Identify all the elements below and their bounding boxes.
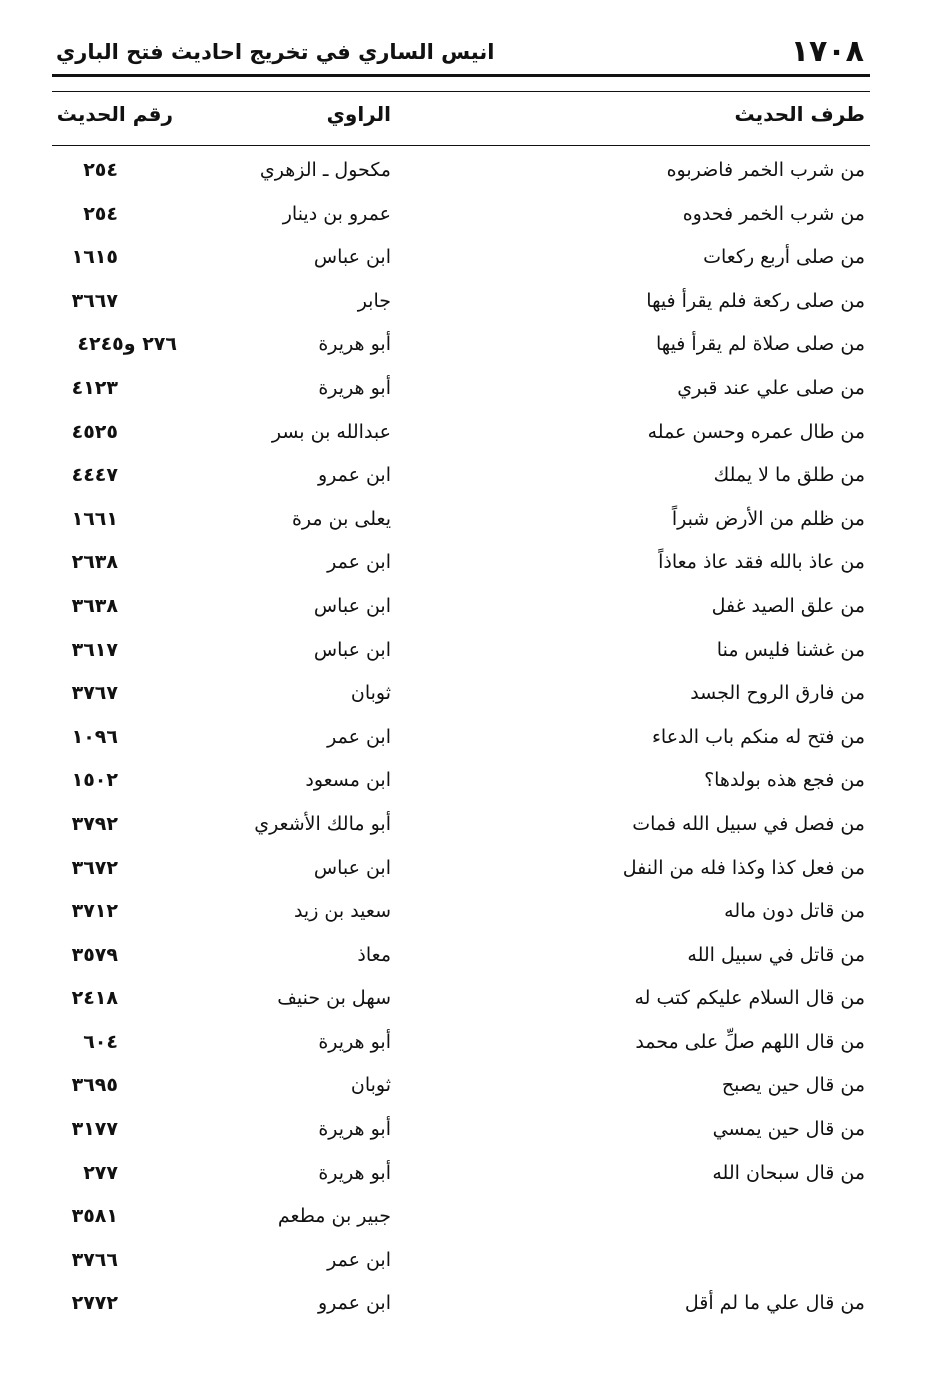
narrator: سعيد بن زيد	[293, 900, 391, 923]
table-row	[0, 635, 943, 679]
table-row	[0, 1114, 943, 1158]
hadith-number: ٤٤٤٧	[71, 464, 118, 487]
column-header-hadith-number: رقم الحديث	[56, 102, 173, 126]
book-title: انيس الساري في تخريج احاديث فتح الباري	[56, 40, 495, 64]
hadith-phrase: من طلق ما لا يملك	[713, 464, 865, 487]
narrator: أبو هريرة	[318, 1161, 391, 1184]
narrator: ابن عباس	[313, 246, 391, 269]
hadith-number: ٣٦١٧	[71, 638, 118, 661]
narrator: أبو هريرة	[318, 333, 391, 356]
table-row	[0, 373, 943, 417]
narrator: معاذ	[357, 943, 391, 966]
hadith-number: ٣٦٩٥	[71, 1074, 118, 1097]
header-rule-thick	[52, 74, 870, 77]
hadith-phrase: من فجع هذه بولدها؟	[704, 769, 865, 792]
column-header-rule	[52, 145, 870, 146]
table-row	[0, 722, 943, 766]
hadith-number: ١٥٠٢	[71, 769, 118, 792]
table-row	[0, 1070, 943, 1114]
table-row	[0, 1288, 943, 1332]
hadith-phrase: من شرب الخمر فاضربوه	[666, 159, 865, 181]
hadith-phrase: من صلى أربع ركعات	[703, 246, 865, 269]
table-row	[0, 678, 943, 722]
table-row	[0, 765, 943, 809]
hadith-number: ٢٥٤	[83, 159, 118, 181]
hadith-number: ٢٧٧٢	[71, 1292, 118, 1315]
hadith-number: ٣٦٦٧	[71, 289, 118, 312]
hadith-number: ١٦١٥	[71, 246, 118, 269]
narrator: سهل بن حنيف	[277, 987, 391, 1010]
hadith-number: ١٠٩٦	[71, 725, 118, 748]
hadith-phrase: من علق الصيد غفل	[711, 594, 865, 617]
table-row	[0, 547, 943, 591]
table-row	[0, 1158, 943, 1202]
table-row	[0, 199, 943, 243]
hadith-number: ٣٧١٢	[71, 900, 118, 923]
narrator: أبو هريرة	[318, 1118, 391, 1141]
hadith-phrase: من عاذ بالله فقد عاذ معاذاً	[658, 551, 865, 574]
hadith-phrase: من قاتل دون ماله	[724, 900, 865, 923]
page-number: ١٧٠٨	[790, 34, 864, 69]
hadith-phrase: من قال اللهم صلِّ على محمد	[635, 1030, 865, 1053]
narrator: مكحول ـ الزهري	[259, 159, 391, 181]
hadith-phrase: من صلى ركعة فلم يقرأ فيها	[646, 289, 865, 312]
hadith-number: ٢٥٤	[83, 202, 118, 225]
table-row	[0, 460, 943, 504]
narrator: ابن عمرو	[317, 1292, 391, 1315]
hadith-phrase: من صلى صلاة لم يقرأ فيها	[656, 333, 865, 356]
table-row	[0, 286, 943, 330]
hadith-number: ٣٧٦٧	[71, 682, 118, 705]
hadith-number: ٢٧٦ و٤٢٤٥	[77, 333, 177, 356]
narrator: جابر	[357, 289, 391, 312]
hadith-phrase: من طال عمره وحسن عمله	[647, 420, 865, 443]
table-row	[0, 1201, 943, 1245]
narrator: ثوبان	[350, 682, 391, 705]
hadith-number: ٣١٧٧	[71, 1118, 118, 1141]
hadith-phrase: من فارق الروح الجسد	[690, 682, 865, 705]
hadith-number: ٣٧٦٦	[71, 1248, 118, 1271]
hadith-number: ٢٧٧	[83, 1161, 118, 1184]
table-row	[0, 242, 943, 286]
table-row	[0, 329, 943, 373]
hadith-phrase: من قاتل في سبيل الله	[687, 943, 865, 966]
table-row	[0, 983, 943, 1027]
narrator: أبو هريرة	[318, 376, 391, 399]
hadith-phrase: من شرب الخمر فحدوه	[682, 202, 865, 225]
hadith-phrase: من فعل كذا وكذا فله من النفل	[622, 856, 865, 879]
narrator: ابن عباس	[313, 856, 391, 879]
hadith-number: ٣٧٩٢	[71, 812, 118, 835]
table-row	[0, 940, 943, 984]
hadith-number: ٣٥٧٩	[71, 943, 118, 966]
hadith-phrase: من فتح له منكم باب الدعاء	[651, 725, 865, 748]
hadith-phrase: من ظلم من الأرض شبراً	[671, 507, 865, 530]
hadith-number: ٢٤١٨	[71, 987, 118, 1010]
table-row	[0, 853, 943, 897]
running-head	[50, 30, 872, 76]
table-row	[0, 809, 943, 853]
hadith-phrase: من فصل في سبيل الله فمات	[632, 812, 865, 835]
hadith-number: ٢٦٣٨	[71, 551, 118, 574]
narrator: أبو هريرة	[318, 1030, 391, 1053]
table-row	[0, 504, 943, 548]
hadith-phrase: من قال السلام عليكم كتب له	[634, 987, 865, 1010]
hadith-number: ٤١٢٣	[71, 376, 118, 399]
narrator: ابن عمرو	[317, 464, 391, 487]
hadith-phrase: من قال سبحان الله	[712, 1161, 865, 1184]
hadith-number: ٦٠٤	[83, 1030, 118, 1053]
narrator: ابن عمر	[327, 1248, 391, 1271]
narrator: عمرو بن دينار	[282, 202, 391, 225]
hadith-phrase: من صلى علي عند قبري	[677, 376, 865, 399]
index-table-body	[0, 155, 943, 1332]
hadith-phrase: من غشنا فليس منا	[716, 638, 865, 661]
narrator: ابن عباس	[313, 594, 391, 617]
narrator: ابن مسعود	[305, 769, 391, 792]
hadith-number: ٣٥٨١	[71, 1205, 118, 1228]
header-rule-thin	[52, 91, 870, 92]
narrator: ثوبان	[350, 1074, 391, 1097]
hadith-number: ٤٥٢٥	[71, 420, 118, 443]
narrator: جبير بن مطعم	[277, 1205, 391, 1228]
narrator: ابن عباس	[313, 638, 391, 661]
narrator: يعلى بن مرة	[291, 507, 391, 530]
table-row	[0, 591, 943, 635]
narrator: عبدالله بن بسر	[271, 420, 391, 443]
hadith-phrase: من قال حين يصبح	[721, 1074, 865, 1097]
column-header-narrator: الراوي	[326, 102, 391, 126]
narrator: أبو مالك الأشعري	[254, 812, 391, 835]
narrator: ابن عمر	[327, 551, 391, 574]
table-row	[0, 417, 943, 461]
narrator: ابن عمر	[327, 725, 391, 748]
hadith-number: ٣٦٧٢	[71, 856, 118, 879]
hadith-number: ٣٦٣٨	[71, 594, 118, 617]
table-row	[0, 1245, 943, 1289]
table-row	[0, 896, 943, 940]
hadith-phrase: من قال علي ما لم أقل	[684, 1292, 865, 1315]
hadith-number: ١٦٦١	[71, 507, 118, 530]
table-row	[0, 155, 943, 199]
column-header-hadith-phrase: طرف الحديث	[734, 102, 865, 126]
table-row	[0, 1027, 943, 1071]
hadith-phrase: من قال حين يمسي	[712, 1118, 865, 1141]
